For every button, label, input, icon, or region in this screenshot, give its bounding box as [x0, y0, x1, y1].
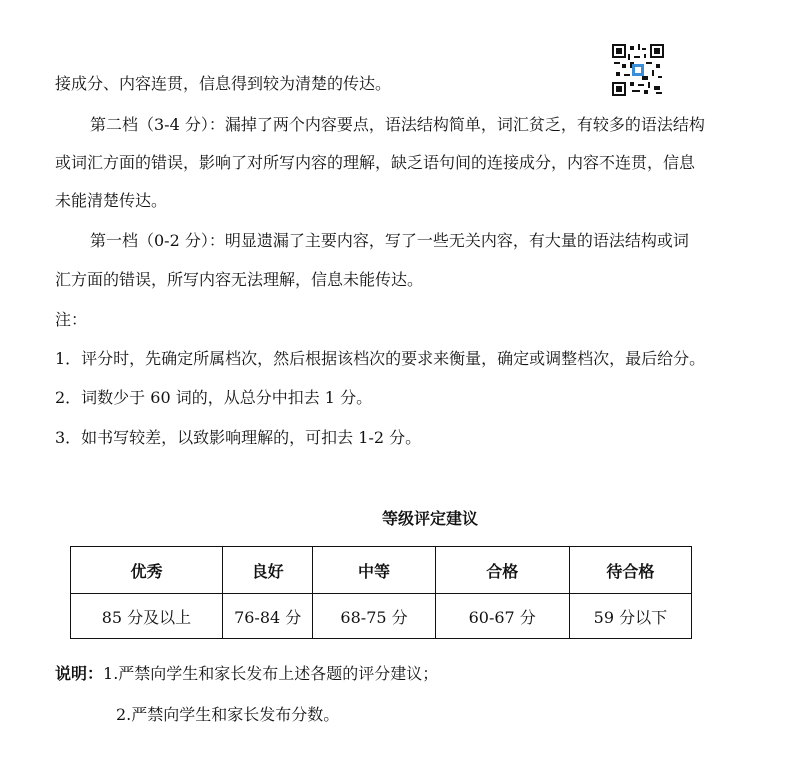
footer-note: [55, 664, 438, 684]
table-header-cell: 合格: [435, 547, 569, 594]
footer-line: 2.严禁向学生和家长发布分数。: [116, 705, 340, 724]
table-header-cell: 优秀: [71, 547, 223, 594]
table-cell: 68-75 分: [313, 594, 435, 639]
tier2-line: 第二档（3-4 分）：漏掉了两个内容要点，语法结构简单，词汇贫乏，有较多的语法结构: [90, 115, 705, 134]
table-header-cell: 待合格: [569, 547, 691, 594]
tier1-line: 第一档（0-2 分）：明显遗漏了主要内容，写了一些无关内容，有大量的语法结构或词: [90, 231, 689, 250]
grade-table: [70, 546, 692, 639]
tier1-line: 汇方面的错误，所写内容无法理解，信息未能传达。: [55, 270, 424, 289]
note-item: 3．如书写较差，以致影响理解的，可扣去 1-2 分。: [55, 428, 422, 447]
table-row: [71, 594, 692, 639]
table-cell: 76-84 分: [222, 594, 312, 639]
footer-line: 1.严禁向学生和家长发布上述各题的评分建议；: [103, 664, 439, 683]
qr-code-image: [612, 44, 664, 96]
paragraph-line: 接成分、内容连贯，信息得到较为清楚的传达。: [55, 74, 392, 93]
grade-table-title: 等级评定建议: [381, 509, 478, 528]
table-header-cell: 中等: [313, 547, 435, 594]
table-cell: 85 分及以上: [71, 594, 223, 639]
note-item: 2．词数少于 60 词的，从总分中扣去 1 分。: [55, 388, 373, 407]
table-header-cell: 良好: [222, 547, 312, 594]
footer-label: 说明：: [55, 664, 104, 683]
table-header-row: [71, 547, 692, 594]
table-cell: 59 分以下: [569, 594, 691, 639]
tier2-line: 或词汇方面的错误，影响了对所写内容的理解，缺乏语句间的连接成分，内容不连贯，信息: [55, 153, 696, 172]
note-heading: 注：: [55, 310, 88, 329]
note-item: 1．评分时，先确定所属档次，然后根据该档次的要求来衡量，确定或调整档次，最后给分。: [55, 349, 706, 368]
table-cell: 60-67 分: [435, 594, 569, 639]
tier2-line: 未能清楚传达。: [55, 191, 168, 210]
